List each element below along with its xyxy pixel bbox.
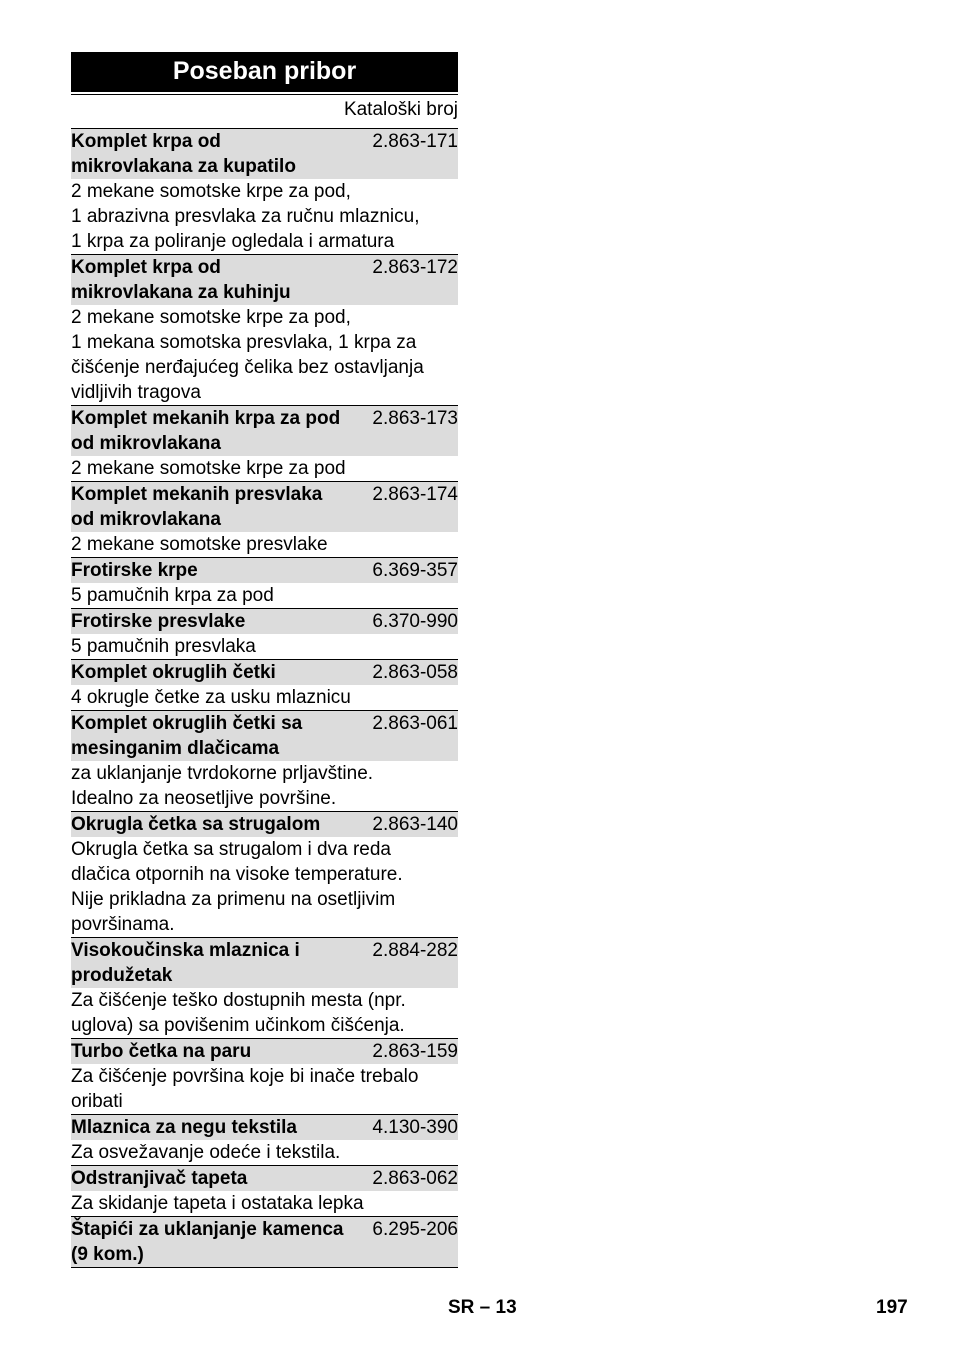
item-description: 2 mekane somotske krpe za pod, 1 mekana somotska presvlaka, 1 krpa za čišćenje nerđajućeg čelika bez ostavljanja vidljivih tragova [71, 307, 424, 403]
table-row [71, 1165, 458, 1216]
table-row [71, 937, 458, 1038]
table-row [71, 811, 458, 937]
item-description: Za čišćenje teško dostupnih mesta (npr. uglova) sa povišenim učinkom čišćenja. [71, 990, 406, 1036]
item-catalog-number: 2.884-282 [372, 940, 458, 961]
table-row [71, 710, 458, 811]
items-list [71, 128, 458, 1267]
item-description: za uklanjanje tvrdokorne prljavštine. Idealno za neosetljive površine. [71, 763, 374, 809]
table-row [71, 659, 458, 710]
table-row [71, 1216, 458, 1267]
table-row [71, 128, 458, 254]
section-title: Poseban pribor [71, 52, 458, 92]
item-name: Komplet mekanih krpa za pod od mikrovlakana [71, 408, 341, 454]
item-header [71, 406, 458, 456]
item-catalog-number: 2.863-159 [372, 1041, 458, 1062]
table-row [71, 481, 458, 557]
item-description: 2 mekane somotske presvlake [71, 534, 328, 555]
item-header [71, 711, 458, 761]
item-catalog-number: 6.369-357 [372, 560, 458, 581]
table-row [71, 557, 458, 608]
item-name: Komplet mekanih presvlaka od mikrovlakana [71, 484, 323, 530]
item-header [71, 1039, 458, 1064]
item-name: Komplet krpa od mikrovlakana za kuhinju [71, 257, 291, 303]
item-name: Turbo četka na paru [71, 1041, 252, 1062]
item-name: Mlaznica za negu tekstila [71, 1117, 297, 1138]
item-catalog-number: 2.863-172 [372, 257, 458, 278]
table-row [71, 405, 458, 481]
item-catalog-number: 6.370-990 [372, 611, 458, 632]
item-name: Okrugla četka sa strugalom [71, 814, 321, 835]
item-catalog-number: 2.863-061 [372, 713, 458, 734]
item-header [71, 1217, 458, 1267]
item-description: Okrugla četka sa strugalom i dva reda dlačica otpornih na visoke temperature. Nije prikladna za primenu na osetljivim površinama. [71, 839, 403, 935]
item-name: Odstranjivač tapeta [71, 1168, 248, 1189]
item-description: 4 okrugle četke za usku mlaznicu [71, 687, 351, 708]
accessories-table [71, 52, 458, 1268]
item-description: 2 mekane somotske krpe za pod [71, 458, 346, 479]
item-name: Komplet okruglih četki sa mesinganim dlačicama [71, 713, 303, 759]
item-header [71, 609, 458, 634]
item-catalog-number: 2.863-173 [372, 408, 458, 429]
item-catalog-number: 6.295-206 [372, 1219, 458, 1240]
item-name: Komplet okruglih četki [71, 662, 276, 683]
item-header [71, 482, 458, 532]
table-row [71, 254, 458, 405]
item-description: 5 pamučnih krpa za pod [71, 585, 274, 606]
item-header [71, 812, 458, 837]
item-name: Frotirske presvlake [71, 611, 246, 632]
table-row [71, 1038, 458, 1114]
item-catalog-number: 2.863-174 [372, 484, 458, 505]
item-description: 5 pamučnih presvlaka [71, 636, 256, 657]
item-header [71, 129, 458, 179]
item-catalog-number: 2.863-140 [372, 814, 458, 835]
page-number: 197 [876, 1297, 908, 1318]
item-name: Komplet krpa od mikrovlakana za kupatilo [71, 131, 296, 177]
item-description: Za osvežavanje odeće i tekstila. [71, 1142, 341, 1163]
item-header [71, 938, 458, 988]
item-description: Za čišćenje površina koje bi inače trebalo oribati [71, 1066, 419, 1112]
item-catalog-number: 4.130-390 [372, 1117, 458, 1138]
footer-section: SR – 13 [448, 1297, 517, 1318]
item-header [71, 558, 458, 583]
item-catalog-number: 2.863-058 [372, 662, 458, 683]
table-row [71, 1114, 458, 1165]
item-catalog-number: 2.863-062 [372, 1168, 458, 1189]
catalog-number-header: Kataloški broj [71, 94, 458, 128]
item-catalog-number: 2.863-171 [372, 131, 458, 152]
item-header [71, 1115, 458, 1140]
item-name: Visokoučinska mlaznica i produžetak [71, 940, 300, 986]
item-header [71, 255, 458, 305]
item-name: Štapići za uklanjanje kamenca (9 kom.) [71, 1219, 344, 1265]
item-description: Za skidanje tapeta i ostataka lepka [71, 1193, 364, 1214]
table-bottom-rule [71, 1267, 458, 1268]
item-header [71, 660, 458, 685]
item-description: 2 mekane somotske krpe za pod, 1 abrazivna presvlaka za ručnu mlaznicu, 1 krpa za poliranje ogledala i armatura [71, 181, 420, 252]
table-row [71, 608, 458, 659]
item-header [71, 1166, 458, 1191]
item-name: Frotirske krpe [71, 560, 198, 581]
